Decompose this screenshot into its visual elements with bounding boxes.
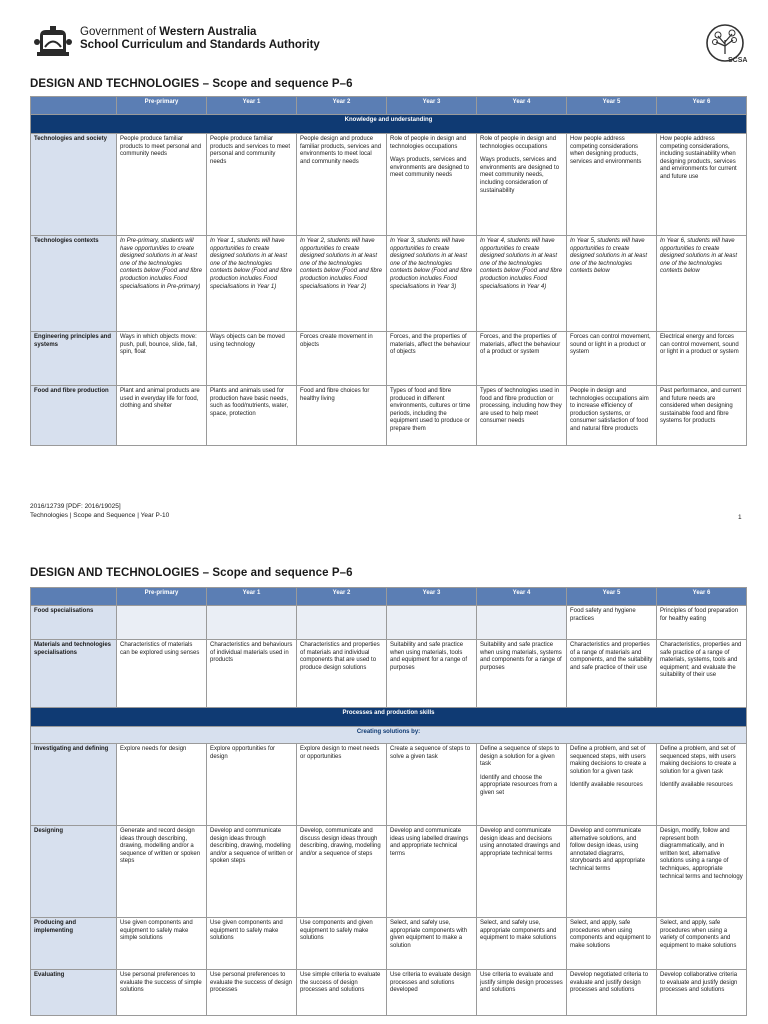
- table-cell: [207, 606, 297, 640]
- table-cell: Characteristics and behaviours of individual materials used in products: [207, 640, 297, 708]
- col-header: Year 3: [387, 97, 477, 115]
- table-cell: [477, 606, 567, 640]
- table-cell: Use simple criteria to evaluate the success of design processes and solutions: [297, 970, 387, 1016]
- table-cell: Create a sequence of steps to solve a given task: [387, 744, 477, 826]
- corner-cell: [31, 588, 117, 606]
- col-header: Year 2: [297, 97, 387, 115]
- table-cell: Types of food and fibre produced in different environments, cultures or time periods, including the equipment used to produce or prepare them: [387, 386, 477, 446]
- table-cell: Forces can control movement, sound or light in a product or system: [567, 332, 657, 386]
- cell-paragraph: Define a problem, and set of sequenced steps, with users making decisions to create a solution for a given task: [570, 746, 647, 775]
- table-cell: Past performance, and current and future needs are considered when designing sustainable food and fibre systems for products: [657, 386, 747, 446]
- table-cell: [657, 744, 747, 826]
- table-row: [31, 640, 747, 708]
- table-cell: Forces create movement in objects: [297, 332, 387, 386]
- table-cell: Forces, and the properties of materials, affect the behaviour of objects: [387, 332, 477, 386]
- gov-state: Western Australia: [159, 26, 257, 38]
- cell-paragraph: Define a sequence of steps to design a solution for a given task: [480, 746, 560, 768]
- table-cell: Types of technologies used in food and fibre production or processing, including how they are used to help meet consumer needs: [477, 386, 567, 446]
- table-cell: Electrical energy and forces can control movement, sound or light in a product or system: [657, 332, 747, 386]
- table-cell: [477, 744, 567, 826]
- table-cell: Develop, communicate and discuss design ideas through describing, drawing, modelling and/or a sequence of steps: [297, 826, 387, 918]
- section-band: Processes and production skills: [31, 708, 747, 727]
- row-header: Food specialisations: [31, 606, 117, 640]
- table-cell: Characteristics and properties of materials and individual components that are used to produce design solutions: [297, 640, 387, 708]
- table-cell: Food and fibre choices for healthy living: [297, 386, 387, 446]
- table-cell: Use given components and equipment to safely make simple solutions: [117, 918, 207, 970]
- col-header: Year 6: [657, 588, 747, 606]
- table-cell: Select, and apply, safe procedures when using a variety of components and equipment to make solutions: [657, 918, 747, 970]
- table-cell: Design, modify, follow and represent both diagrammatically, and in written text, alternative solutions using a range of techniques, appropriate technical terms and technology: [657, 826, 747, 918]
- col-header: Year 4: [477, 97, 567, 115]
- cell-paragraph: Identify and choose the appropriate resources from a given set: [480, 774, 558, 796]
- row-header: Food and fibre production: [31, 386, 117, 446]
- page1-title: DESIGN AND TECHNOLOGIES – Scope and sequence P–6: [30, 78, 353, 90]
- row-header: Designing: [31, 826, 117, 918]
- table-cell: Ways objects can be moved using technology: [207, 332, 297, 386]
- table-cell: Explore design to meet needs or opportunities: [297, 744, 387, 826]
- row-header: Engineering principles and systems: [31, 332, 117, 386]
- authority-name: School Curriculum and Standards Authority: [80, 39, 320, 51]
- cell-paragraph: Role of people in design and technologies occupations: [390, 136, 467, 150]
- table-row: [31, 236, 747, 332]
- page2-table: [30, 587, 747, 1016]
- cell-paragraph: Identify available resources: [570, 782, 643, 789]
- table-cell: [297, 606, 387, 640]
- table-cell: Use components and given equipment to safely make solutions: [297, 918, 387, 970]
- table-cell: Explore needs for design: [117, 744, 207, 826]
- table-row: [31, 918, 747, 970]
- government-name: [80, 26, 320, 52]
- table-cell: Use personal preferences to evaluate the success of design processes: [207, 970, 297, 1016]
- table-cell: Characteristics of materials can be explored using senses: [117, 640, 207, 708]
- page-header: [0, 0, 768, 70]
- table-cell: In Year 6, students will have opportunities to create designed solutions in at least one of the technologies contexts below: [657, 236, 747, 332]
- section-band: Knowledge and understanding: [31, 115, 747, 134]
- col-header: Year 3: [387, 588, 477, 606]
- table-cell: Select, and apply, safe procedures when using components and equipment to make solutions: [567, 918, 657, 970]
- page-footer: [30, 503, 169, 520]
- col-header: Year 4: [477, 588, 567, 606]
- col-header: Year 5: [567, 97, 657, 115]
- table-cell: How people address competing considerations when designing products, services and environments: [567, 134, 657, 236]
- table-cell: In Year 4, students will have opportunities to create designed solutions in at least one of the technologies contexts below (Food and fibre production includes Food specialisations in Year 4): [477, 236, 567, 332]
- table-row: [31, 386, 747, 446]
- table-cell: [567, 744, 657, 826]
- table-cell: Develop negotiated criteria to evaluate and justify design processes and solutions: [567, 970, 657, 1016]
- row-header: Evaluating: [31, 970, 117, 1016]
- page2-header-row: [31, 588, 747, 606]
- row-header: Technologies contexts: [31, 236, 117, 332]
- table-row: [31, 606, 747, 640]
- table-row: [31, 970, 747, 1016]
- table-cell: Forces, and the properties of materials, affect the behaviour of a product or system: [477, 332, 567, 386]
- col-header: Year 6: [657, 97, 747, 115]
- table-cell: Principles of food preparation for healthy eating: [657, 606, 747, 640]
- table-cell: In Year 5, students will have opportunities to create designed solutions in at least one of the technologies contexts below: [567, 236, 657, 332]
- table-cell: [387, 134, 477, 236]
- gov-prefix: Government of: [80, 26, 160, 38]
- cell-paragraph: Role of people in design and technologies occupations: [480, 136, 557, 150]
- table-cell: Develop and communicate design ideas and decisions using annotated drawings and appropriate technical terms: [477, 826, 567, 918]
- document-series: Technologies | Scope and Sequence | Year P-10: [30, 511, 170, 519]
- row-header: Materials and technologies specialisations: [31, 640, 117, 708]
- table-cell: Generate and record design ideas through describing, drawing, modelling and/or a sequence of written or spoken steps: [117, 826, 207, 918]
- col-header: Year 2: [297, 588, 387, 606]
- scsa-logo-text: SCSA: [728, 57, 748, 64]
- table-cell: In Year 2, students will have opportunities to create designed solutions in at least one of the technologies contexts below (Food and fibre production includes Food specialisations in Year 2): [297, 236, 387, 332]
- table-cell: Select, and safely use, appropriate components and equipment to make solutions: [477, 918, 567, 970]
- table-cell: People produce familiar products to meet personal and community needs: [117, 134, 207, 236]
- table-cell: Develop collaborative criteria to evaluate and justify design processes and solutions: [657, 970, 747, 1016]
- col-header: Year 1: [207, 588, 297, 606]
- cell-paragraph: Ways products, services and environments are designed to meet community needs: [390, 157, 470, 179]
- table-cell: In Pre-primary, students will have opportunities to create designed solutions in at least one of the technologies contexts below (Food and fibre production includes Food specialisations in Pre-primary): [117, 236, 207, 332]
- table-cell: Explore opportunities for design: [207, 744, 297, 826]
- table-row: [31, 332, 747, 386]
- table-cell: Select, and safely use, appropriate components with given equipment to make a solution: [387, 918, 477, 970]
- table-cell: Characteristics and properties of a range of materials and components, and the suitability and safe practice of their use: [567, 640, 657, 708]
- col-header: Pre-primary: [117, 97, 207, 115]
- row-header: Investigating and defining: [31, 744, 117, 826]
- table-cell: [387, 606, 477, 640]
- table-cell: How people address competing considerations, including sustainability when designing products, services and environments for current and future use: [657, 134, 747, 236]
- table-row: [31, 826, 747, 918]
- cell-paragraph: Identify available resources: [660, 782, 733, 789]
- table-cell: People design and produce familiar products, services and environments to meet local and community needs: [297, 134, 387, 236]
- table-cell: People in design and technologies occupations aim to increase efficiency of production systems, or consumer satisfaction of food and natural fibre products: [567, 386, 657, 446]
- table-cell: Develop and communicate ideas using labelled drawings and appropriate technical terms: [387, 826, 477, 918]
- table-row: [31, 134, 747, 236]
- table-cell: Suitability and safe practice when using materials, tools and equipment for a range of purposes: [387, 640, 477, 708]
- table-cell: [117, 606, 207, 640]
- table-cell: Develop and communicate design ideas through describing, drawing, modelling and/or a sequence of written or spoken steps: [207, 826, 297, 918]
- table-cell: Use criteria to evaluate and justify simple design processes and solutions: [477, 970, 567, 1016]
- page2-title: DESIGN AND TECHNOLOGIES – Scope and sequence P–6: [30, 567, 353, 579]
- table-cell: Use given components and equipment to safely make solutions: [207, 918, 297, 970]
- table-cell: People produce familiar products and services to meet personal and community needs: [207, 134, 297, 236]
- table-cell: Suitability and safe practice when using materials, systems and components for a range of purposes: [477, 640, 567, 708]
- document-reference: 2016/12739 [PDF: 2016/19025]: [30, 503, 121, 510]
- table-row: [31, 744, 747, 826]
- table-cell: Plants and animals used for production have basic needs, such as food/nutrients, water, space, protection: [207, 386, 297, 446]
- table-cell: Food safety and hygiene practices: [567, 606, 657, 640]
- table-cell: Characteristics, properties and safe practice of a range of materials, systems, tools and equipment; and evaluate the suitability of their use: [657, 640, 747, 708]
- col-header: Pre-primary: [117, 588, 207, 606]
- table-cell: Develop and communicate alternative solutions, and follow design ideas, using annotated diagrams, storyboards and appropriate technical terms: [567, 826, 657, 918]
- table-cell: [477, 134, 567, 236]
- table-cell: Ways in which objects move: push, pull, bounce, slide, fall, spin, float: [117, 332, 207, 386]
- row-header: Technologies and society: [31, 134, 117, 236]
- table-cell: Use criteria to evaluate design processes and solutions developed: [387, 970, 477, 1016]
- cell-paragraph: Ways products, services and environments are designed to meet community needs, including consideration of sustainability: [480, 157, 560, 194]
- col-header: Year 1: [207, 97, 297, 115]
- cell-paragraph: Define a problem, and set of sequenced steps, with users making decisions to create a solution for a given task: [660, 746, 737, 775]
- page1-table: [30, 96, 747, 446]
- table-cell: In Year 3, students will have opportunities to create designed solutions in at least one of the technologies contexts below (Food and fibre production includes Food specialisations in Year 3): [387, 236, 477, 332]
- table-cell: In Year 1, students will have opportunities to create designed solutions in at least one of the technologies contexts below (Food and fibre production includes Food specialisations in Year 1): [207, 236, 297, 332]
- coat-of-arms-icon: [34, 22, 72, 60]
- scsa-logo-icon: [702, 22, 748, 66]
- table-cell: Plant and animal products are used in everyday life for food, clothing and shelter: [117, 386, 207, 446]
- section-subband: Creating solutions by:: [31, 727, 747, 744]
- col-header: Year 5: [567, 588, 657, 606]
- row-header: Producing and implementing: [31, 918, 117, 970]
- page-number: 1: [738, 514, 742, 521]
- table-cell: Use personal preferences to evaluate the success of simple solutions: [117, 970, 207, 1016]
- corner-cell: [31, 97, 117, 115]
- page1-header-row: [31, 97, 747, 115]
